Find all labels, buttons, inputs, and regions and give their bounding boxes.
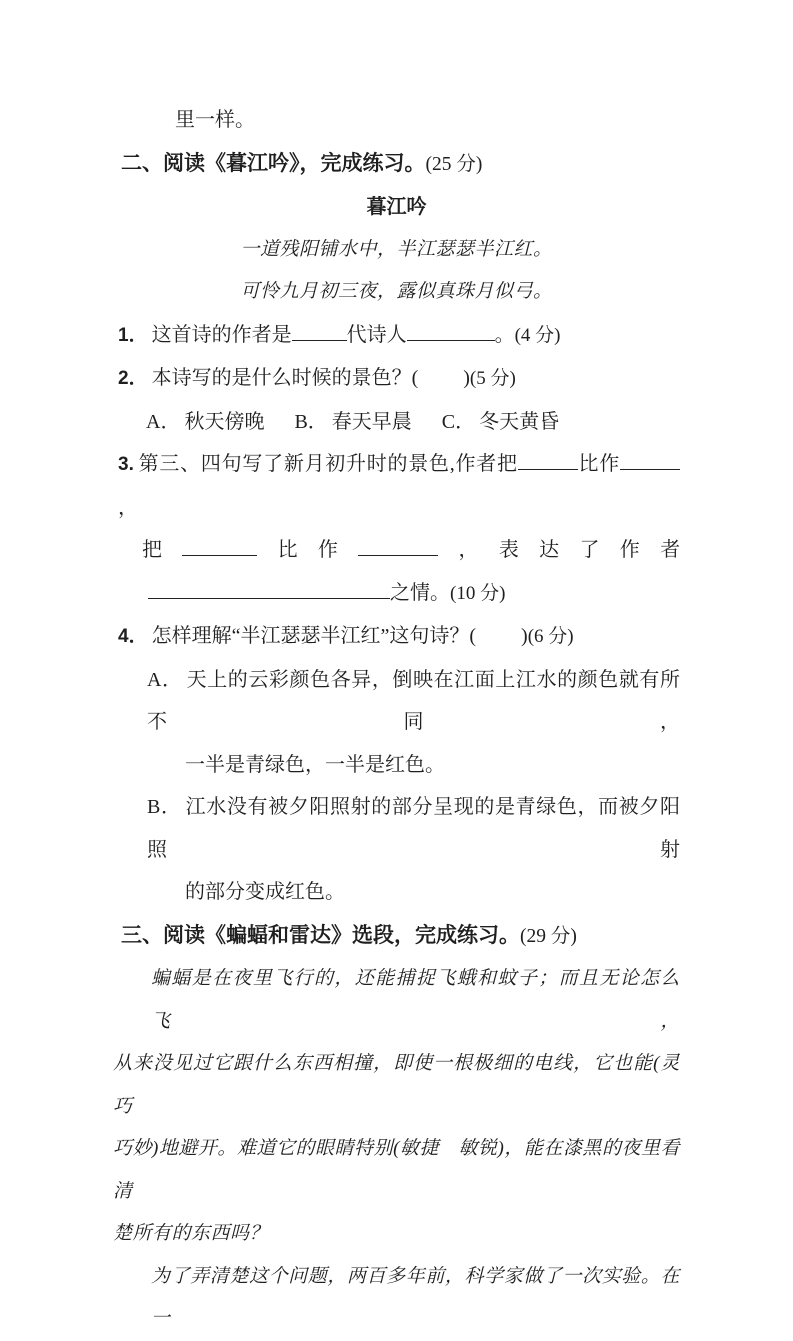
passage-text: 楚所有的东西吗？ xyxy=(113,1223,270,1244)
answer-blank[interactable] xyxy=(358,535,438,556)
section-3-number: 三、 xyxy=(121,923,163,947)
answer-blank[interactable] xyxy=(148,578,390,599)
answer-blank[interactable] xyxy=(292,320,347,341)
option-c-text: 冬天黄昏 xyxy=(479,410,560,433)
option-a-label: A． xyxy=(146,410,181,433)
question-2-number: 2． xyxy=(118,368,148,389)
section-3-score: (29 分) xyxy=(520,925,577,947)
question-1-text-before: 这首诗的作者是 xyxy=(151,323,292,346)
poem-line-1-text: 一道残阳铺水中，半江瑟瑟半江红。 xyxy=(240,238,553,260)
passage-text: 巧妙)地避开。难道它的眼睛特别(敏捷 敏锐)，能在漆黑的夜里看清 xyxy=(113,1138,680,1202)
question-3-char: 表 xyxy=(498,539,540,561)
answer-blank[interactable] xyxy=(518,449,578,470)
poem-title-line xyxy=(113,186,680,229)
option-a[interactable] xyxy=(146,411,264,433)
question-1-score: (4 分) xyxy=(514,324,561,346)
question-4-paren-open: ( xyxy=(469,625,477,647)
question-2-paren-open: ( xyxy=(411,367,419,389)
question-4-option-a-line-2 xyxy=(113,744,680,787)
question-1-period: 。 xyxy=(494,323,515,346)
question-4-score: (6 分) xyxy=(527,626,574,647)
section-2-score: (25 分) xyxy=(425,153,483,175)
section-2-title: 阅读《暮江吟》，完成练习。 xyxy=(163,151,426,175)
option-b[interactable] xyxy=(294,411,411,433)
question-2-options xyxy=(113,401,680,444)
intro-fragment-text: 里一样。 xyxy=(175,109,255,131)
section-3-title: 阅读《蝙蝠和雷达》选段，完成练习。 xyxy=(163,923,520,947)
section-3-header xyxy=(113,914,680,959)
option-a-text: 秋天傍晚 xyxy=(184,410,265,433)
passage-text: 蝙蝠是在夜里飞行的，还能捕捉飞蛾和蚊子；而且无论怎么飞， xyxy=(151,968,680,1032)
option-c-label: C． xyxy=(441,410,476,433)
question-4-option-a-line-1[interactable] xyxy=(113,659,680,744)
passage-text: 为了弄清楚这个问题，两百多年前，科学家做了一次实验。在一 xyxy=(151,1265,680,1329)
question-3-char: 作 xyxy=(317,539,359,561)
question-4-text: 怎样理解“半江瑟瑟半江红”这句诗？ xyxy=(151,625,470,647)
question-3-line-3 xyxy=(113,572,680,616)
question-3-char: 作 xyxy=(619,539,661,561)
question-1-text-mid: 代诗人 xyxy=(346,323,407,346)
option-b-label: B． xyxy=(294,410,328,433)
question-3-char: 达 xyxy=(539,539,580,561)
poem-line-2 xyxy=(113,271,680,314)
question-3-line-2 xyxy=(142,529,680,572)
poem-line-1 xyxy=(113,229,680,272)
option-c[interactable] xyxy=(442,411,559,433)
question-2-paren-close: ) xyxy=(463,367,470,389)
question-4-paren-close: ) xyxy=(521,625,528,647)
question-3-line-1 xyxy=(113,443,680,529)
intro-fragment-line xyxy=(113,99,680,142)
question-2-text: 本诗写的是什么时候的景色？ xyxy=(151,367,412,389)
question-4-option-b-line-1[interactable] xyxy=(113,786,680,871)
option-a-label: A． xyxy=(147,668,183,691)
question-3-text-mid: 比作 xyxy=(577,453,621,475)
passage-paragraph-1-line-4 xyxy=(113,1213,680,1256)
answer-blank[interactable] xyxy=(407,320,495,341)
question-3-score: (10 分) xyxy=(450,582,506,604)
option-b-text: 春天早晨 xyxy=(331,410,412,433)
answer-blank[interactable] xyxy=(182,535,257,556)
passage-text: 从来没见过它跟什么东西相撞，即使一根极细的电线，它也能(灵巧 xyxy=(113,1053,680,1117)
question-3-char: 比 xyxy=(257,539,318,561)
question-3-char: 把 xyxy=(142,539,183,561)
option-a-text-line-2: 一半是青绿色，一半是红色。 xyxy=(185,753,445,776)
question-3-end-text: 之情。 xyxy=(390,581,450,604)
section-2-number: 二、 xyxy=(121,151,163,175)
answer-blank[interactable] xyxy=(620,449,680,470)
question-4-number: 4． xyxy=(118,626,148,647)
question-1 xyxy=(113,314,680,358)
passage-paragraph-1-line-2 xyxy=(113,1043,680,1128)
question-1-number: 1． xyxy=(118,324,148,346)
option-b-text-line-1: 江水没有被夕阳照射的部分呈现的是青绿色，而被夕阳照射 xyxy=(147,796,680,861)
passage-paragraph-1-line-1 xyxy=(113,958,680,1043)
question-2-score: (5 分) xyxy=(469,368,516,389)
passage-paragraph-2-line-1 xyxy=(113,1256,680,1341)
question-3-char: 者 xyxy=(660,539,681,561)
option-b-label: B． xyxy=(147,796,182,818)
question-2 xyxy=(113,357,680,401)
question-3-number: 3. xyxy=(118,454,134,475)
question-4-option-b-line-2 xyxy=(113,871,680,914)
question-3-char: ， xyxy=(438,539,499,561)
option-b-text-line-2: 的部分变成红色。 xyxy=(185,881,345,903)
question-4 xyxy=(113,615,680,659)
question-3-comma: ， xyxy=(118,496,138,519)
question-3-char: 了 xyxy=(579,539,620,561)
passage-paragraph-1-line-3 xyxy=(113,1128,680,1213)
poem-title: 暮江吟 xyxy=(366,196,427,218)
poem-line-2-text: 可怜九月初三夜，露似真珠月似弓。 xyxy=(240,281,553,302)
question-3-text: 第三、四句写了新月初升时的景色,作者把 xyxy=(137,453,518,475)
section-2-header xyxy=(113,142,680,187)
option-a-text-line-1: 天上的云彩颜色各异，倒映在江面上江水的颜色就有所不同， xyxy=(147,668,680,733)
